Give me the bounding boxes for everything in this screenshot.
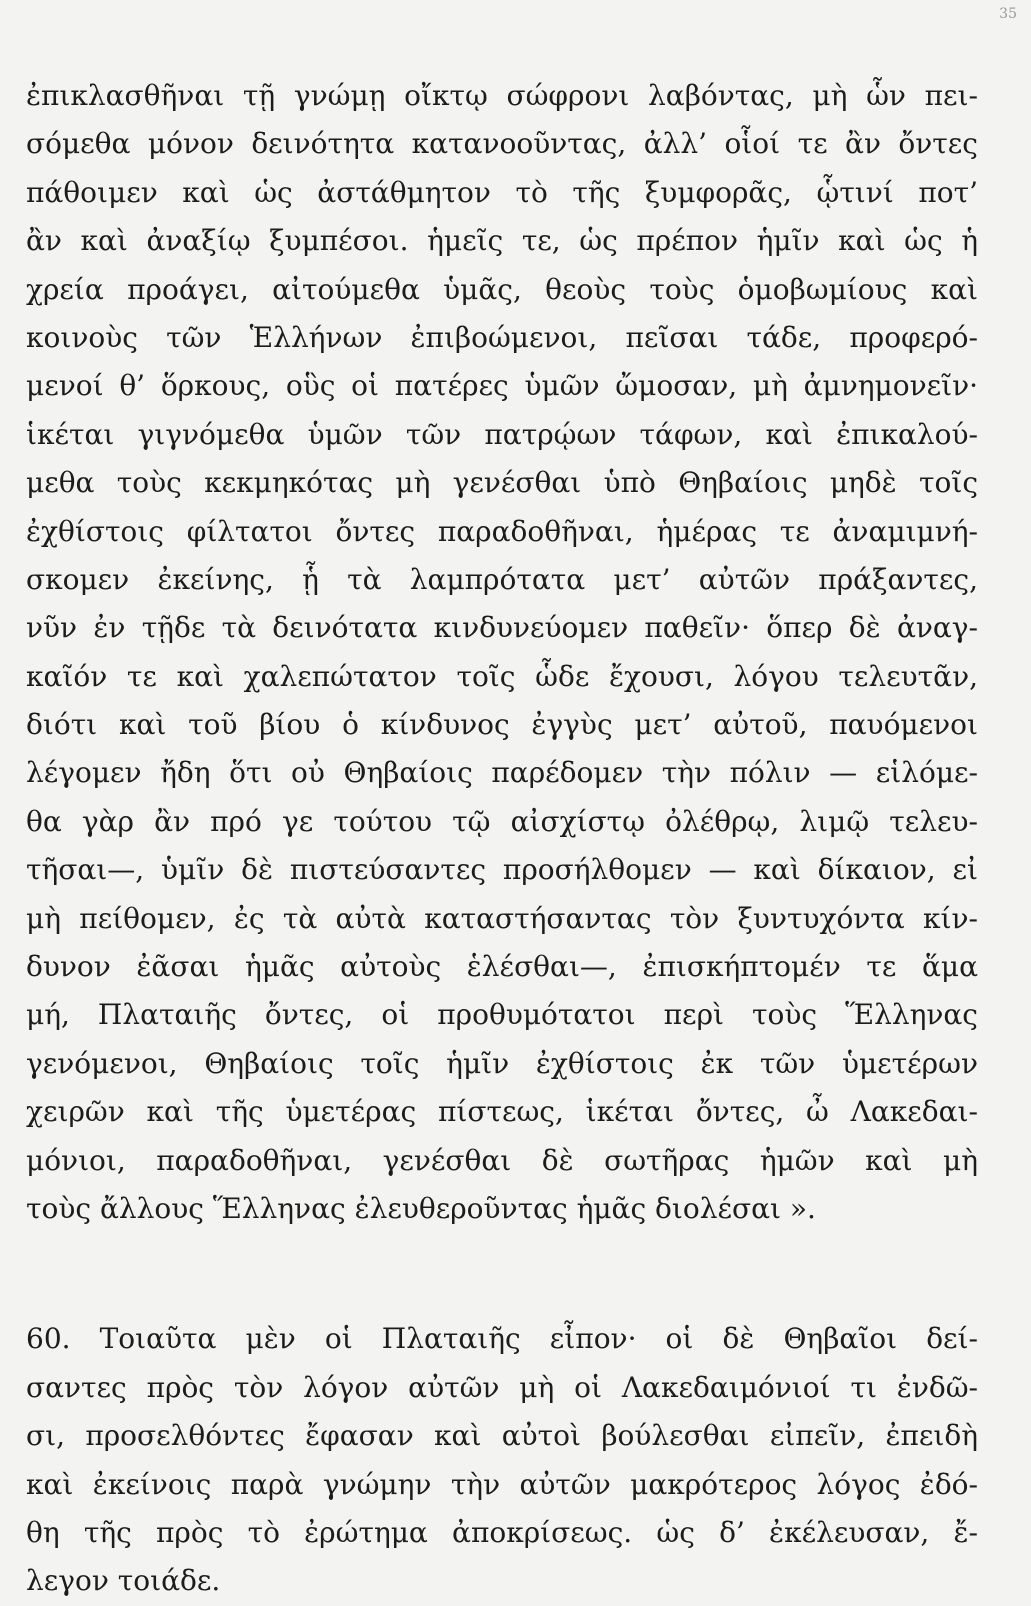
text-line: χρεία προάγει, αἰτούμεθα ὑμᾶς, θεοὺς τοὺς ὁμοβωμίους καὶ [26,272,978,306]
text-line: κοινοὺς τῶν Ἑλλήνων ἐπιβοώμενοι, πεῖσαι τάδε, προφερό- [26,320,978,354]
text-line: θα γὰρ ἂν πρό γε τούτου τῷ αἰσχίστῳ ὀλέθρῳ, λιμῷ τελευ- [26,804,978,838]
text-line: ἐπικλασθῆναι τῇ γνώμῃ οἴκτῳ σώφρονι λαβόντας, μὴ ὧν πει- [26,79,978,112]
text-line: μή, Πλαταιῆς ὄντες, οἱ προθυμότατοι περὶ τοὺς Ἕλληνας [26,998,978,1032]
text-line: νῦν ἐν τῇδε τὰ δεινότατα κινδυνεύομεν παθεῖν· ὅπερ δὲ ἀναγ- [26,611,978,645]
text-line: σαντες πρὸς τὸν λόγον αὐτῶν μὴ οἱ Λακεδαιμόνιοί τι ἐνδῶ- [26,1370,978,1404]
text-line: μόνιοι, παραδοθῆναι, γενέσθαι δὲ σωτῆρας ἡμῶν καὶ μὴ [26,1143,978,1177]
text-line: μὴ πείθομεν, ἐς τὰ αὐτὰ καταστήσαντας τὸν ξυντυχόντα κίν- [26,901,978,935]
text-line: μενοί θ’ ὅρκους, οὓς οἱ πατέρες ὑμῶν ὤμοσαν, μὴ ἀμνημονεῖν· [26,369,978,403]
text-line: ἱκέται γιγνόμεθα ὑμῶν τῶν πατρῴων τάφων, καὶ ἐπικαλού- [26,417,978,451]
text-line: δυνον ἐᾶσαι ἡμᾶς αὐτοὺς ἑλέσθαι—, ἐπισκήπτομέν τε ἅμα [26,950,978,984]
text-line: ἐχθίστοις φίλτατοι ὄντες παραδοθῆναι, ἡμέρας τε ἀναμιμνή- [26,514,978,548]
text-line: σόμεθα μόνον δεινότητα κατανοοῦντας, ἀλλ’ οἷοί τε ἂν ὄντες [26,127,978,161]
text-line: τῆσαι—, ὑμῖν δὲ πιστεύσαντες προσήλθομεν — καὶ δίκαιον, εἰ [26,853,978,887]
text-line: σκομεν ἐκείνης, ᾗ τὰ λαμπρότατα μετ’ αὐτῶν πράξαντες, [26,562,978,596]
paragraph-1 [26,72,978,1233]
text-line: πάθοιμεν καὶ ὡς ἀστάθμητον τὸ τῆς ξυμφορᾶς, ᾧτινί ποτ’ [26,175,978,209]
text-line: ἂν καὶ ἀναξίῳ ξυμπέσοι. ἡμεῖς τε, ὡς πρέπον ἡμῖν καὶ ὡς ἡ [26,224,978,258]
text-line: χειρῶν καὶ τῆς ὑμετέρας πίστεως, ἱκέται ὄντες, ὦ Λακεδαι- [26,1095,978,1129]
paragraph-2 [26,1315,978,1605]
page-number: 35 [999,6,1017,22]
page-text [26,72,978,1606]
text-line: θη τῆς πρὸς τὸ ἐρώτημα ἀποκρίσεως. ὡς δ’ ἐκέλευσαν, ἔ- [26,1515,978,1549]
text-line: λέγομεν ἤδη ὅτι οὐ Θηβαίοις παρέδομεν τὴν πόλιν — εἱλόμε- [26,756,978,790]
text-line: σι, προσελθόντες ἔφασαν καὶ αὐτοὶ βούλεσθαι εἰπεῖν, ἐπειδὴ [26,1419,978,1453]
text-line: γενόμενοι, Θηβαίοις τοῖς ἡμῖν ἐχθίστοις ἐκ τῶν ὑμετέρων [26,1046,978,1080]
text-line: λεγον τοιάδε. [26,1564,221,1598]
text-line: τοὺς ἄλλους Ἕλληνας ἐλευθεροῦντας ἡμᾶς διολέσαι ». [26,1191,816,1225]
text-line: καὶ ἐκείνοις παρὰ γνώμην τὴν αὐτῶν μακρότερος λόγος ἐδό- [26,1467,978,1501]
text-line: διότι καὶ τοῦ βίου ὁ κίνδυνος ἐγγὺς μετ’ αὐτοῦ, παυόμενοι [26,708,978,742]
text-line: καῖόν τε καὶ χαλεπώτατον τοῖς ὧδε ἔχουσι, λόγου τελευτᾶν, [26,659,978,693]
text-line: 60. Τοιαῦτα μὲν οἱ Πλαταιῆς εἶπον· οἱ δὲ Θηβαῖοι δεί- [26,1322,978,1356]
text-line: μεθα τοὺς κεκμηκότας μὴ γενέσθαι ὑπὸ Θηβαίοις μηδὲ τοῖς [26,466,978,500]
